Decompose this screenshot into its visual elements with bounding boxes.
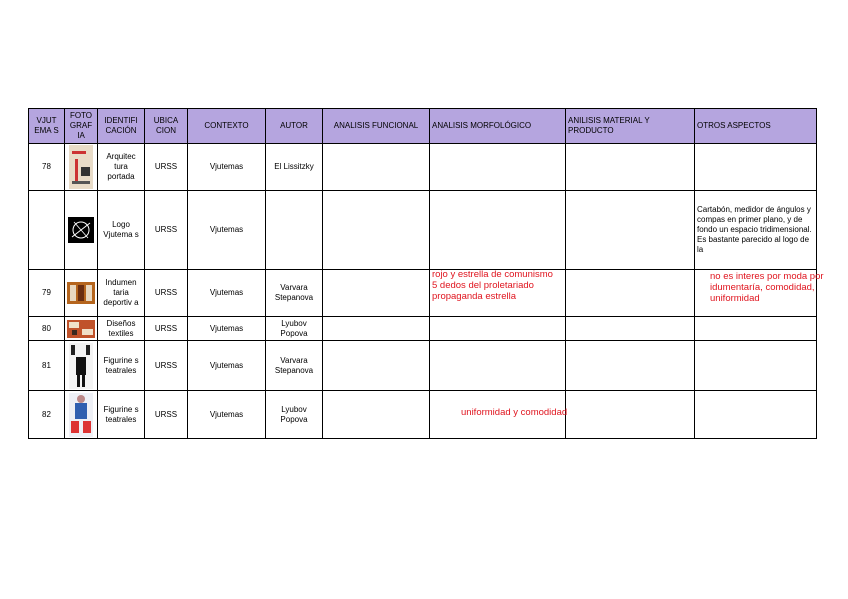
- header-ubicacion: UBICA CION: [145, 109, 188, 144]
- header-otros-aspectos: OTROS ASPECTOS: [695, 109, 817, 144]
- context-cell: Vjutemas: [188, 391, 266, 439]
- other-cell: Cartabón, medidor de ángulos y compas en primer plano, y de fondo un espacio tridimensional. Es bastante parecido al logo de la: [695, 191, 817, 270]
- location-cell: URSS: [145, 144, 188, 191]
- sportswear-thumbnail: [67, 282, 95, 304]
- morphological-cell: [430, 317, 566, 341]
- header-row: [29, 109, 817, 144]
- header-identificacion: IDENTIFI CACIÓN: [98, 109, 145, 144]
- row-number: 79: [29, 270, 65, 317]
- material-cell: [566, 341, 695, 391]
- row-number: 82: [29, 391, 65, 439]
- row-number: [29, 191, 65, 270]
- annotation-other-79: no es interes por moda por idumentaría, comodidad, uniformidad: [710, 271, 824, 304]
- material-cell: [566, 144, 695, 191]
- material-cell: [566, 191, 695, 270]
- functional-cell: [323, 270, 430, 317]
- author-cell: [266, 191, 323, 270]
- header-analisis-morfologico: ANALISIS MORFOLÓGICO: [430, 109, 566, 144]
- author-cell: Lyubov Popova: [266, 391, 323, 439]
- context-cell: Vjutemas: [188, 270, 266, 317]
- functional-cell: [323, 191, 430, 270]
- table-row: [29, 270, 817, 317]
- material-cell: [566, 317, 695, 341]
- table-row: [29, 341, 817, 391]
- header-autor: AUTOR: [266, 109, 323, 144]
- table-row: [29, 391, 817, 439]
- identification-cell: Arquitec tura portada: [98, 144, 145, 191]
- catalog-table: [28, 108, 817, 439]
- identification-cell: Indumen taria deportiv a: [98, 270, 145, 317]
- table-row: [29, 317, 817, 341]
- identification-cell: Diseños textiles: [98, 317, 145, 341]
- textile-thumbnail: [67, 320, 95, 338]
- identification-cell: Figurine s teatrales: [98, 341, 145, 391]
- identification-cell: Figurine s teatrales: [98, 391, 145, 439]
- costume-thumbnail: [69, 393, 93, 437]
- book-cover-thumbnail: [69, 145, 93, 189]
- author-cell: Lyubov Popova: [266, 317, 323, 341]
- morphological-cell: [430, 191, 566, 270]
- photo-cell: [65, 391, 98, 439]
- table-row: [29, 144, 817, 191]
- author-cell: Varvara Stepanova: [266, 270, 323, 317]
- context-cell: Vjutemas: [188, 191, 266, 270]
- photo-cell: [65, 341, 98, 391]
- annotation-morphological-79: rojo y estrella de comunismo 5 dedos del proletariado propaganda estrella: [432, 269, 553, 302]
- material-cell: [566, 391, 695, 439]
- functional-cell: [323, 144, 430, 191]
- location-cell: URSS: [145, 317, 188, 341]
- photo-cell: [65, 270, 98, 317]
- material-cell: [566, 270, 695, 317]
- context-cell: Vjutemas: [188, 144, 266, 191]
- author-cell: El Lissitzky: [266, 144, 323, 191]
- row-number: 80: [29, 317, 65, 341]
- other-cell: [695, 144, 817, 191]
- figurine-thumbnail: [69, 343, 93, 389]
- functional-cell: [323, 317, 430, 341]
- location-cell: URSS: [145, 270, 188, 317]
- context-cell: Vjutemas: [188, 341, 266, 391]
- location-cell: URSS: [145, 341, 188, 391]
- other-cell: [695, 391, 817, 439]
- functional-cell: [323, 391, 430, 439]
- location-cell: URSS: [145, 191, 188, 270]
- context-cell: Vjutemas: [188, 317, 266, 341]
- header-fotografia: FOTO GRAF IA: [65, 109, 98, 144]
- photo-cell: [65, 191, 98, 270]
- photo-cell: [65, 144, 98, 191]
- header-vjutemas: VJUT EMA S: [29, 109, 65, 144]
- photo-cell: [65, 317, 98, 341]
- header-analisis-funcional: ANALISIS FUNCIONAL: [323, 109, 430, 144]
- identification-cell: Logo Vjutema s: [98, 191, 145, 270]
- annotation-morphological-82: uniformidad y comodidad: [461, 407, 568, 418]
- header-contexto: CONTEXTO: [188, 109, 266, 144]
- row-number: 81: [29, 341, 65, 391]
- table-row: [29, 191, 817, 270]
- other-cell: [695, 341, 817, 391]
- author-cell: Varvara Stepanova: [266, 341, 323, 391]
- functional-cell: [323, 341, 430, 391]
- location-cell: URSS: [145, 391, 188, 439]
- row-number: 78: [29, 144, 65, 191]
- morphological-cell: [430, 144, 566, 191]
- logo-thumbnail: [68, 217, 94, 243]
- morphological-cell: [430, 341, 566, 391]
- header-analisis-material: ANILISIS MATERIAL Y PRODUCTO: [566, 109, 695, 144]
- other-cell: [695, 317, 817, 341]
